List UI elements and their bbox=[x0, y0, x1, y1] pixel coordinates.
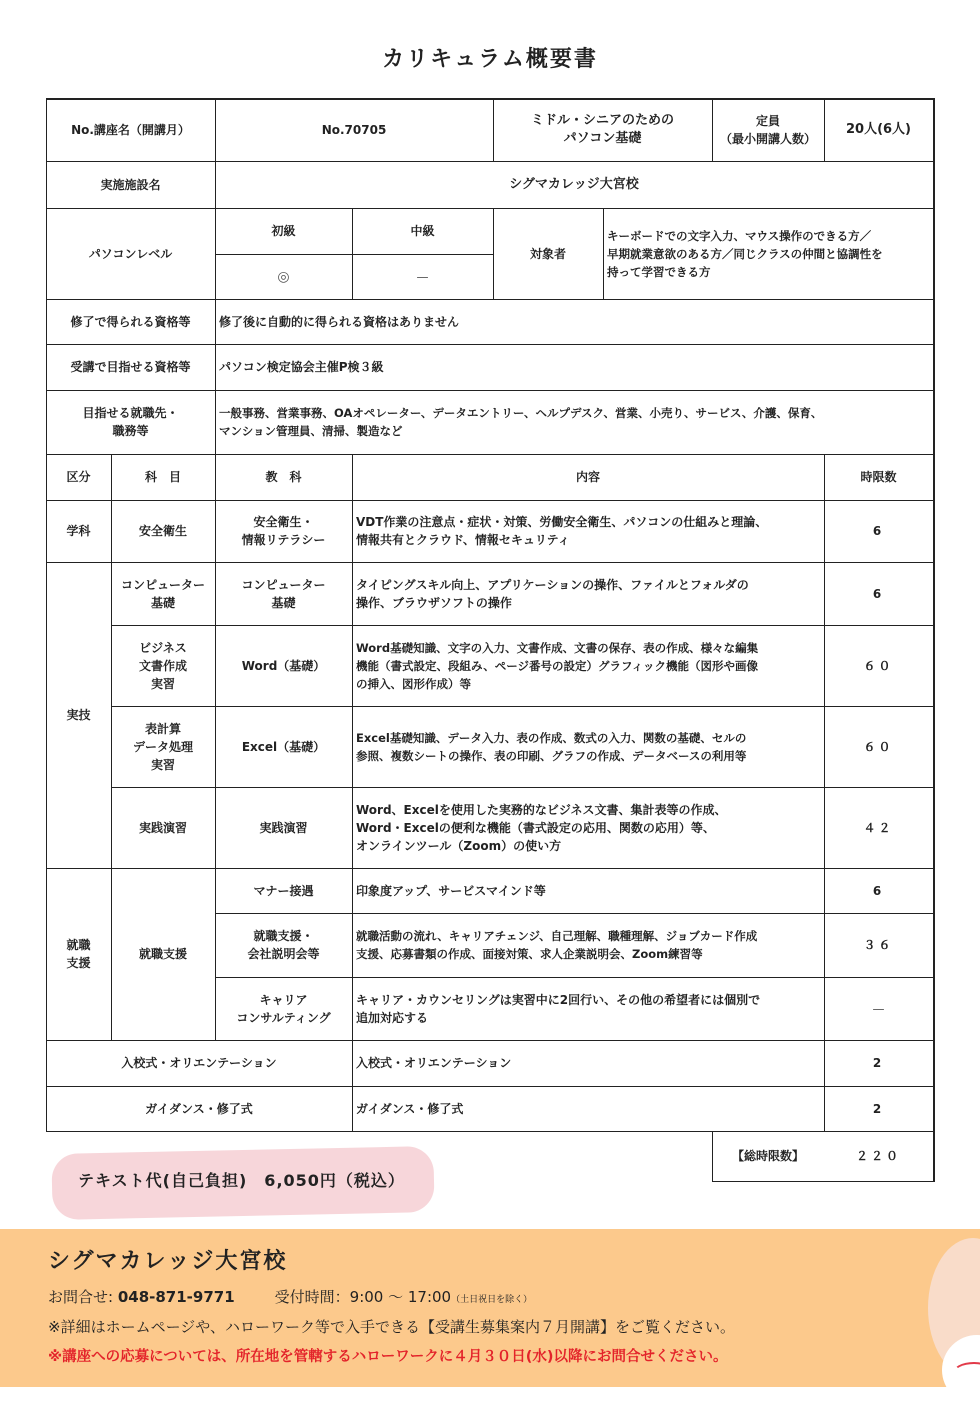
table-row-content: 印象度アップ、サービスマインド等 bbox=[356, 883, 546, 898]
table-row-lesson: 就職支援・ 会社説明会等 bbox=[247, 929, 320, 961]
table-row-content: タイピングスキル向上、アプリケーションの操作、ファイルとフォルダの 操作、ブラウザソフトの操作 bbox=[356, 577, 749, 610]
target-label: 対象者 bbox=[529, 246, 566, 261]
table-row-lesson: Word（基礎） bbox=[241, 658, 326, 673]
page-title: カリキュラム概要書 bbox=[382, 47, 598, 72]
capacity-label: 定員 （最小開講人数） bbox=[719, 113, 816, 146]
table-row-subject: コンピューター 基礎 bbox=[120, 577, 205, 610]
detail-note: ※詳細はホームページや、ハローワーク等で入手できる【受講生募集案内７月開講】をご覧ください。 bbox=[48, 1318, 735, 1336]
table-row-hours: ４２ bbox=[863, 820, 894, 835]
table-row-content: Excel基礎知識、データ入力、表の作成、数式の入力、関数の基礎、セルの 参照、複数シートの操作、表の印刷、グラフの作成、データベースの利用等 bbox=[356, 730, 747, 763]
table-row-hours: ６０ bbox=[863, 658, 894, 673]
table-row-subject: ガイダンス・修了式 bbox=[145, 1101, 253, 1116]
table-row-subject: 表計算 データ処理 実習 bbox=[132, 721, 193, 772]
job-label: 目指せる就職先・ 職務等 bbox=[82, 406, 179, 438]
level-beginner-mark: ◎ bbox=[277, 268, 290, 285]
table-row-hours: 6 bbox=[872, 586, 885, 601]
course-label: No.講座名（開講月） bbox=[71, 122, 190, 137]
target-value: キーボードでの文字入力、マウス操作のできる方／ 早期就業意欲のある方／同じクラスの仲間と協調性を 持って学習できる方 bbox=[607, 228, 883, 279]
table-row-content: VDT作業の注意点・症状・対策、労働安全衛生、パソコンの仕組みと理論、 情報共有とクラウド、情報セキュリティ bbox=[356, 515, 768, 547]
phone-number[interactable]: 048-871-9771 bbox=[117, 1288, 235, 1306]
table-row-hours: 2 bbox=[872, 1101, 885, 1116]
table-row-lesson: Excel（基礎） bbox=[241, 739, 326, 754]
category-jitsugi: 実技 bbox=[66, 708, 91, 722]
table-row-content: ガイダンス・修了式 bbox=[356, 1101, 464, 1116]
header-lesson: 教 科 bbox=[265, 470, 302, 484]
table-row-content: キャリア・カウンセリングは実習中に2回行い、その他の希望者には個別で 追加対応する bbox=[356, 992, 761, 1025]
total-value: ２２０ bbox=[855, 1149, 901, 1163]
table-row-lesson: コンピューター 基礎 bbox=[241, 577, 326, 610]
table-row-lesson: 実践演習 bbox=[259, 820, 308, 835]
header-content: 内容 bbox=[575, 470, 600, 484]
qual-after-value: 修了後に自動的に得られる資格はありません bbox=[219, 314, 460, 329]
level-intermediate: 中級 bbox=[410, 224, 435, 238]
table-row-lesson: マナー接遇 bbox=[253, 883, 314, 898]
qual-target-value: パソコン検定協会主催P検３級 bbox=[219, 360, 384, 374]
table-row-lesson: 安全衛生・ 情報リテラシー bbox=[241, 515, 326, 547]
header-subject: 科 目 bbox=[144, 470, 181, 484]
category-gakka: 学科 bbox=[66, 524, 91, 538]
table-row-lesson: キャリア コンサルティング bbox=[236, 992, 331, 1025]
job-value: 一般事務、営業事務、OAオペレーター、データエントリー、ヘルプデスク、営業、小売り、サービス、介護、保育、 マンション管理員、清掃、製造など bbox=[219, 406, 823, 438]
table-row-subject: 安全衛生 bbox=[138, 524, 187, 538]
table-row-content: Word基礎知識、文字の入力、文書作成、文書の保存、表の作成、様々な編集 機能（書式設定、段組み、ページ番号の設定）グラフィック機能（図形や画像 の挿入、図形作成）等 bbox=[356, 640, 759, 691]
header-category: 区分 bbox=[66, 470, 91, 484]
total-label: 【総時限数】 bbox=[731, 1149, 804, 1163]
table-row-hours: 6 bbox=[872, 524, 885, 538]
contact-line bbox=[48, 1286, 532, 1307]
table-row-hours: ３６ bbox=[863, 938, 894, 952]
level-label: パソコンレベル bbox=[88, 246, 173, 261]
header-hours: 時限数 bbox=[860, 470, 897, 484]
table-row-hours: ６０ bbox=[863, 739, 894, 754]
capacity-value: 20人(6人) bbox=[845, 121, 912, 137]
reception-hours: 受付時間：9:00 〜 17:00 bbox=[274, 1288, 452, 1306]
table-row-hours: — bbox=[872, 1001, 885, 1016]
warning-note: ※講座への応募については、所在地を管轄するハローワークに４月３０日(水)以降にお問合せください。 bbox=[48, 1349, 728, 1365]
table-row-content: Word、Excelを使用した実務的なビジネス文書、集計表等の作成、 Word・Excelの便利な機能（書式設定の応用、関数の応用）等、 オンラインツール（Zoom）の使い方 bbox=[356, 802, 727, 853]
facility-label: 実施施設名 bbox=[100, 177, 161, 192]
table-row-content: 入校式・オリエンテーション bbox=[356, 1056, 512, 1070]
reception-note: （土日祝日を除く） bbox=[451, 1295, 533, 1305]
course-number: No.70705 bbox=[321, 122, 387, 137]
facility-value: シグマカレッジ大宮校 bbox=[509, 176, 639, 192]
level-intermediate-mark: — bbox=[416, 269, 429, 284]
table-row-hours: 2 bbox=[872, 1056, 885, 1070]
contact-label: お問合せ: bbox=[48, 1288, 118, 1306]
level-beginner: 初級 bbox=[271, 224, 296, 238]
table-row-subject: 入校式・オリエンテーション bbox=[121, 1056, 277, 1070]
course-name: ミドル・シニアのための パソコン基礎 bbox=[530, 112, 674, 146]
category-shushoku: 就職 支援 bbox=[66, 938, 91, 970]
table-row-content: 就職活動の流れ、キャリアチェンジ、自己理解、職種理解、ジョブカード作成 支援、応募書類の作成、面接対策、求人企業説明会、Zoom練習等 bbox=[356, 929, 758, 961]
table-row-subject: 実践演習 bbox=[138, 820, 187, 835]
textbook-fee: テキスト代(自己負担) 6,050円（税込） bbox=[78, 1171, 405, 1190]
table-row-hours: 6 bbox=[872, 883, 885, 898]
school-name: シグマカレッジ大宮校 bbox=[48, 1249, 288, 1274]
qual-target-label: 受講で目指せる資格等 bbox=[70, 360, 191, 374]
qual-after-label: 修了で得られる資格等 bbox=[70, 314, 191, 329]
table-row-subject: ビジネス 文書作成 実習 bbox=[138, 640, 187, 691]
table-row-subject: 就職支援 bbox=[138, 947, 187, 961]
